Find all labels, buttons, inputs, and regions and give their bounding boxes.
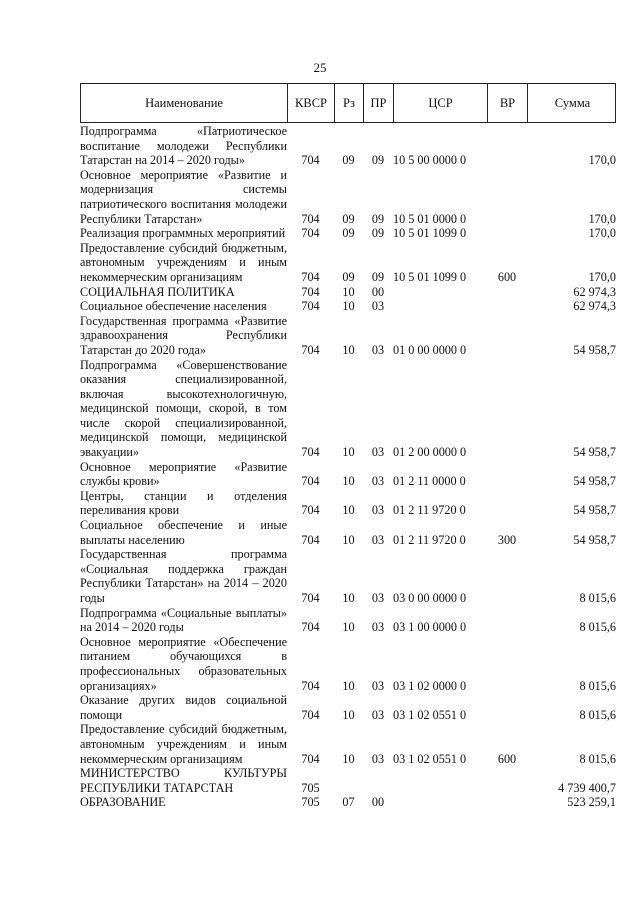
cell-pr: 03 [371, 299, 385, 314]
table-row [80, 358, 616, 460]
cell-name: Предоставление субсидий бюджетным, автономным учреждениям и иным некоммерческим организациям [80, 240, 287, 284]
cell-rz: 09 [342, 269, 355, 284]
page-number: 25 [313, 60, 327, 75]
cell-pr: 09 [371, 226, 385, 241]
cell-csr: 10 5 00 0000 0 [393, 153, 467, 168]
cell-name: Предоставление субсидий бюджетным, автономным учреждениям и иным некоммерческим организациям [80, 722, 287, 766]
header-csr: ЦСР [394, 84, 488, 122]
cell-csr [393, 285, 487, 300]
cell-kvsr: 705 [301, 780, 320, 795]
cell-kvsr: 704 [301, 591, 320, 605]
table-row [80, 314, 616, 358]
cell-kvsr: 704 [301, 751, 320, 766]
cell-rz: 10 [342, 284, 355, 299]
cell-sum: 8 015,6 [579, 707, 616, 722]
cell-sum: 8 015,6 [579, 751, 616, 766]
cell-sum: 54 958,7 [573, 474, 616, 489]
table-header [80, 83, 616, 123]
cell-name: Оказание других видов социальной помощи [80, 693, 287, 722]
cell-rz [334, 766, 363, 795]
cell-rz: 10 [342, 707, 355, 722]
cell-name: Подпрограмма «Патриотическое воспитание молодежи Республики Татарстан на 2014 – 2020 годы» [80, 124, 287, 168]
table-row [80, 460, 616, 489]
cell-vr [487, 489, 527, 518]
cell-kvsr: 704 [301, 678, 320, 693]
cell-csr: 03 1 02 0000 0 [393, 678, 467, 693]
cell-csr: 03 1 02 0551 0 [393, 751, 467, 766]
cell-sum: 8 015,6 [579, 620, 616, 635]
header-sum: Сумма [554, 96, 591, 110]
cell-sum: 54 958,7 [573, 342, 616, 357]
cell-pr: 03 [371, 445, 385, 460]
cell-rz: 09 [342, 153, 355, 168]
cell-kvsr: 704 [301, 707, 320, 722]
cell-vr [487, 795, 527, 810]
table-row [80, 168, 616, 226]
cell-vr [487, 285, 527, 300]
cell-csr: 03 1 00 0000 0 [393, 620, 467, 635]
cell-rz: 10 [342, 678, 355, 693]
cell-sum: 170,0 [588, 153, 616, 168]
cell-kvsr: 704 [301, 226, 320, 241]
cell-rz: 10 [342, 532, 355, 547]
cell-pr: 09 [371, 153, 385, 168]
cell-pr: 03 [371, 503, 385, 518]
table-row [80, 795, 616, 810]
table-row [80, 241, 616, 285]
header-vr: ВР [488, 84, 528, 122]
cell-vr [487, 635, 527, 693]
cell-name: Социальное обеспечение и иные выплаты населению [80, 518, 287, 547]
cell-sum: 170,0 [588, 269, 616, 284]
cell-kvsr: 704 [301, 620, 320, 635]
cell-pr: 03 [371, 342, 385, 357]
cell-csr: 01 0 00 0000 0 [393, 342, 467, 357]
cell-vr [487, 766, 527, 795]
cell-pr: 00 [371, 284, 385, 299]
cell-sum: 54 958,7 [573, 503, 616, 518]
cell-pr: 00 [371, 795, 385, 810]
cell-name: Государственная программа «Социальная поддержка граждан Республики Татарстан» на 2014 – 2020 годы [80, 547, 287, 605]
table-row [80, 766, 616, 795]
cell-vr: 600 [497, 269, 517, 284]
cell-pr: 03 [371, 707, 385, 722]
cell-csr: 10 5 01 0000 0 [393, 211, 467, 226]
cell-kvsr: 704 [301, 342, 320, 357]
cell-kvsr: 704 [301, 211, 320, 226]
cell-rz: 10 [342, 299, 355, 314]
cell-kvsr: 704 [301, 269, 320, 284]
cell-rz: 10 [342, 591, 355, 605]
cell-csr: 03 1 02 0551 0 [393, 707, 467, 722]
cell-csr: 10 5 01 1099 0 [393, 226, 467, 241]
cell-kvsr: 704 [301, 153, 320, 168]
cell-kvsr: 705 [301, 795, 320, 810]
table-row [80, 226, 616, 241]
table-row [80, 489, 616, 518]
cell-csr [393, 299, 487, 314]
cell-name: Основное мероприятие «Развитие службы крови» [80, 459, 287, 489]
cell-rz: 09 [342, 226, 355, 241]
table-row [80, 606, 616, 635]
cell-name: Основное мероприятие «Обеспечение питанием обучающихся в профессиональных образовательных организациях» [80, 634, 287, 693]
cell-rz: 10 [342, 342, 355, 357]
cell-kvsr: 704 [301, 299, 320, 314]
cell-csr: 01 2 11 9720 0 [393, 532, 466, 547]
table-row [80, 299, 616, 314]
cell-sum: 170,0 [588, 211, 616, 226]
header-pr: ПР [364, 84, 394, 122]
cell-name: СОЦИАЛЬНАЯ ПОЛИТИКА [80, 284, 235, 299]
cell-csr: 01 2 11 0000 0 [393, 474, 466, 489]
cell-pr: 03 [371, 620, 385, 635]
cell-rz: 10 [342, 751, 355, 766]
cell-sum: 8 015,6 [579, 678, 616, 693]
cell-sum: 54 958,7 [573, 532, 616, 547]
cell-name: Подпрограмма «Социальные выплаты» на 2014 – 2020 годы [80, 605, 287, 635]
cell-vr [487, 358, 527, 460]
cell-pr: 09 [371, 211, 385, 226]
table-row [80, 722, 616, 766]
table-row [80, 693, 616, 722]
cell-pr: 03 [371, 751, 385, 766]
cell-name: Реализация программных мероприятий [80, 226, 286, 241]
cell-sum: 523 259,1 [567, 795, 616, 810]
cell-vr: 300 [497, 532, 517, 547]
cell-name: Государственная программа «Развитие здравоохранения Республики Татарстан до 2020 года» [80, 313, 287, 357]
cell-pr: 03 [371, 532, 385, 547]
cell-csr [393, 766, 487, 795]
cell-csr [393, 795, 487, 810]
cell-name: Социальное обеспечение населения [80, 299, 267, 314]
cell-vr [487, 168, 527, 226]
cell-rz: 09 [342, 211, 355, 226]
budget-table [80, 124, 616, 810]
cell-vr [487, 226, 527, 241]
cell-rz: 10 [342, 620, 355, 635]
table-row [80, 124, 616, 168]
cell-pr: 03 [371, 678, 385, 693]
table-row [80, 285, 616, 300]
cell-vr: 600 [497, 751, 517, 766]
cell-name: ОБРАЗОВАНИЕ [80, 795, 166, 810]
table-row [80, 547, 616, 605]
cell-name: МИНИСТЕРСТВО КУЛЬТУРЫ РЕСПУБЛИКИ ТАТАРСТАН [80, 766, 287, 795]
cell-kvsr: 704 [301, 474, 320, 489]
cell-rz: 10 [342, 474, 355, 489]
cell-csr: 01 2 00 0000 0 [393, 445, 467, 460]
cell-sum: 62 974,3 [573, 284, 616, 299]
header-kvsr: КВСР [288, 84, 335, 122]
cell-rz: 07 [342, 795, 355, 810]
cell-kvsr: 704 [301, 503, 320, 518]
cell-vr [487, 693, 527, 722]
cell-csr: 03 0 00 0000 0 [393, 591, 467, 605]
cell-vr [487, 547, 527, 605]
cell-sum: 8 015,6 [579, 591, 616, 605]
cell-name: Основное мероприятие «Развитие и модернизация системы патриотического воспитания молодежи Республики Татарстан» [80, 167, 287, 226]
cell-rz: 10 [342, 503, 355, 518]
cell-pr: 03 [371, 591, 385, 605]
header-name: Наименование [81, 84, 288, 122]
table-body [80, 124, 616, 810]
cell-vr [487, 124, 527, 168]
cell-csr: 01 2 11 9720 0 [393, 503, 466, 518]
cell-sum: 62 974,3 [573, 299, 616, 314]
cell-kvsr: 704 [301, 284, 320, 299]
cell-vr [487, 606, 527, 635]
cell-vr [487, 460, 527, 489]
header-rz: Рз [335, 84, 364, 122]
cell-pr: 03 [371, 474, 385, 489]
cell-name: Центры, станции и отделения переливания крови [80, 488, 287, 518]
cell-csr: 10 5 01 1099 0 [393, 269, 467, 284]
cell-vr [487, 299, 527, 314]
cell-rz: 10 [342, 445, 355, 460]
cell-pr: 09 [371, 269, 385, 284]
table-row [80, 635, 616, 693]
cell-kvsr: 704 [301, 532, 320, 547]
cell-sum: 54 958,7 [573, 445, 616, 460]
cell-sum: 170,0 [588, 226, 616, 241]
cell-kvsr: 704 [301, 445, 320, 460]
cell-vr [487, 314, 527, 358]
cell-name: Подпрограмма «Совершенствование оказания специализированной, включая высокотехнологичную, медицинской помощи, скорой, в том числе скорой специализированной, медицинской помощи, медицинской эвакуации» [80, 357, 287, 460]
cell-pr [363, 766, 393, 795]
table-row [80, 518, 616, 547]
cell-sum: 4 739 400,7 [558, 780, 616, 795]
